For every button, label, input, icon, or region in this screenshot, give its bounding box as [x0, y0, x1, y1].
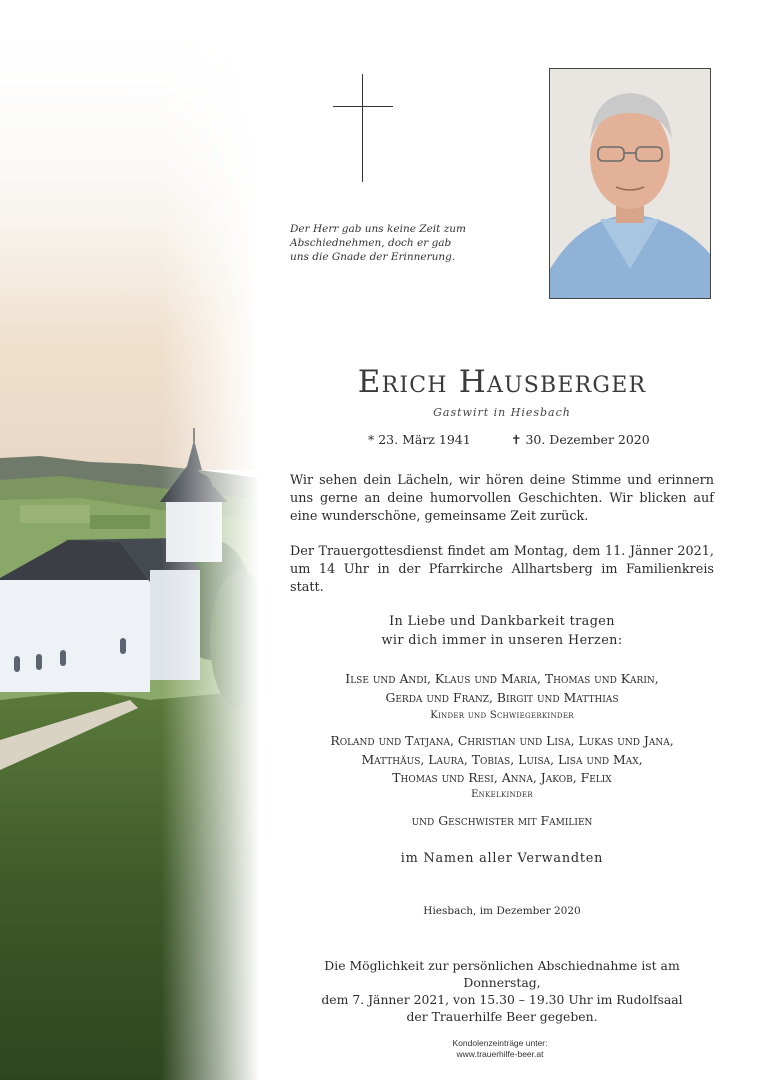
birth-date: * 23. März 1941 [368, 432, 471, 447]
grandchildren-relation: Enkelkinder [471, 789, 533, 800]
place-and-date: Hiesbach, im Dezember 2020 [423, 905, 581, 917]
on-behalf-line: im Namen aller Verwandten [400, 851, 604, 866]
viewing-info-line-2: dem 7. Jänner 2021, von 15.30 – 19.30 Uhr im Rudolfsaal [321, 992, 683, 1007]
grandchildren-line-2: Matthäus, Laura, Tobias, Luisa, Lisa und Max, [361, 751, 643, 767]
funeral-service-paragraph: Der Trauergottesdienst findet am Montag, dem 11. Jänner 2021, um 14 Uhr in der Pfarrkirche Allhartsberg im Familienkreis statt. [290, 544, 714, 595]
viewing-info-line-1: Die Möglichkeit zur persönlichen Abschiednahme ist am Donnerstag, [324, 958, 680, 990]
grandchildren-line-3: Thomas und Resi, Anna, Jakob, Felix [392, 770, 612, 785]
viewing-info [290, 957, 714, 1025]
cross-icon [333, 74, 393, 182]
condolence-label: Kondolenzeinträge unter: [452, 1038, 548, 1048]
love-lines [290, 612, 714, 650]
occupation: Gastwirt in Hiesbach [433, 406, 571, 419]
children-line-1: Ilse und Andi, Klaus und Maria, Thomas und Karin, [345, 671, 659, 686]
siblings-line: und Geschwister mit Familien [411, 813, 593, 828]
condolence-url[interactable]: www.trauerhilfe-beer.at [456, 1049, 544, 1059]
grandchildren-names [290, 732, 714, 788]
church-landscape-image [0, 0, 260, 1080]
viewing-info-line-3: der Trauerhilfe Beer gegeben. [406, 1009, 598, 1024]
children-names [290, 670, 714, 707]
grandchildren-line-1: Roland und Tatjana, Christian und Lisa, Lukas und Jana, [330, 733, 674, 748]
death-date: ✝ 30. Dezember 2020 [511, 432, 650, 447]
love-line-1: In Liebe und Dankbarkeit tragen [389, 614, 615, 629]
deceased-name: Erich Hausberger [357, 364, 647, 400]
love-line-2: wir dich immer in unseren Herzen: [381, 633, 623, 648]
memorial-quote: Der Herr gab uns keine Zeit zum Abschiednehmen, doch er gab uns die Gnade der Erinnerung. [290, 223, 466, 263]
portrait-photo [549, 68, 711, 299]
remembrance-paragraph: Wir sehen dein Lächeln, wir hören deine Stimme und erinnern uns gerne an deine humorvollen Geschichten. Wir blicken auf eine wunderschöne, gemeinsame Zeit zurück. [290, 473, 714, 524]
condolence-note [420, 1038, 580, 1060]
children-line-2: Gerda und Franz, Birgit und Matthias [385, 689, 619, 705]
children-relation: Kinder und Schwiegerkinder [430, 710, 574, 721]
